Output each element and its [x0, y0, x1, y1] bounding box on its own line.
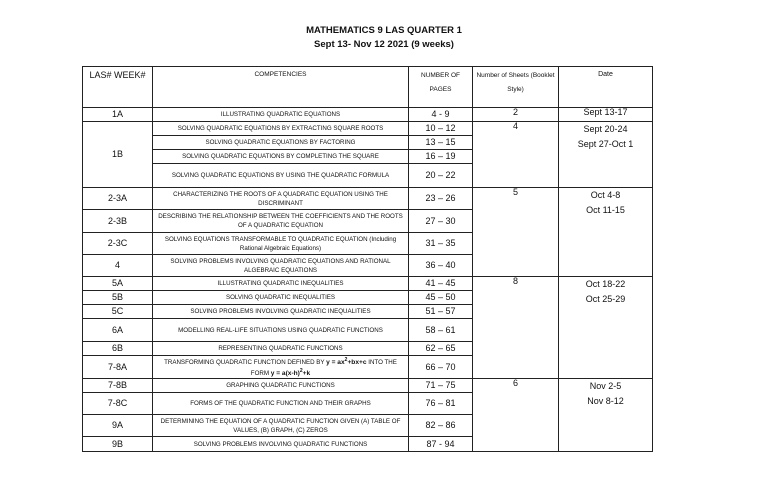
competency-cell: FORMS OF THE QUADRATIC FUNCTION AND THEIR GRAPHS	[153, 393, 409, 415]
competency-text: TRANSFORMING QUADRATIC FUNCTION DEFINED BY	[164, 359, 327, 367]
formula-standard	[326, 359, 366, 366]
competency-cell: ILLUSTRATING QUADRATIC EQUATIONS	[153, 108, 409, 122]
las-cell: 6A	[83, 319, 153, 342]
header-competencies: COMPETENCIES	[153, 67, 409, 108]
pages-cell: 82 – 86	[409, 415, 473, 437]
las-schedule-table	[82, 66, 653, 452]
date-cell	[559, 188, 653, 277]
pages-cell: 45 – 50	[409, 291, 473, 305]
las-cell: 5A	[83, 277, 153, 291]
pages-cell: 87 - 94	[409, 437, 473, 452]
pages-cell: 51 – 57	[409, 305, 473, 319]
competency-cell: GRAPHING QUADRATIC FUNCTIONS	[153, 379, 409, 393]
date-cell	[559, 379, 653, 452]
las-cell: 5C	[83, 305, 153, 319]
las-cell: 1B	[83, 122, 153, 188]
pages-cell: 4 - 9	[409, 108, 473, 122]
table-row	[83, 122, 653, 136]
date-line: Sept 20-24	[583, 124, 628, 134]
header-date: Date	[559, 67, 653, 108]
date-cell	[559, 277, 653, 379]
competency-cell: SOLVING QUADRATIC EQUATIONS BY EXTRACTING SQUARE ROOTS	[153, 122, 409, 136]
las-cell: 4	[83, 255, 153, 277]
date-line: Sept 27-Oct 1	[577, 139, 634, 149]
pages-cell: 41 – 45	[409, 277, 473, 291]
competency-cell: SOLVING QUADRATIC EQUATIONS BY USING THE QUADRATIC FORMULA	[153, 164, 409, 188]
competency-cell: DETERMINING THE EQUATION OF A QUADRATIC FUNCTION GIVEN (A) TABLE OF VALUES, (B) GRAPH, (C) ZEROS	[153, 415, 409, 437]
sheets-cell: 2	[473, 108, 559, 122]
date-line: Oct 25-29	[585, 294, 626, 304]
las-cell: 2-3C	[83, 233, 153, 255]
document-title: MATHEMATICS 9 LAS QUARTER 1	[306, 25, 462, 36]
sheets-cell: 8	[473, 277, 559, 379]
competency-text: INTO THE FORM	[250, 359, 397, 378]
competency-cell: SOLVING PROBLEMS INVOLVING QUADRATIC INEQUALITIES	[153, 305, 409, 319]
pages-cell: 76 – 81	[409, 393, 473, 415]
date-line: Oct 4-8	[590, 190, 621, 200]
pages-cell: 58 – 61	[409, 319, 473, 342]
las-cell: 9B	[83, 437, 153, 452]
date-cell	[559, 122, 653, 188]
pages-cell: 31 – 35	[409, 233, 473, 255]
las-cell: 9A	[83, 415, 153, 437]
competency-cell: MODELLING REAL-LIFE SITUATIONS USING QUADRATIC FUNCTIONS	[153, 319, 409, 342]
pages-cell: 36 – 40	[409, 255, 473, 277]
table-header-row	[83, 67, 653, 108]
pages-cell: 10 – 12	[409, 122, 473, 136]
pages-cell: 71 – 75	[409, 379, 473, 393]
pages-cell: 23 – 26	[409, 188, 473, 210]
date-cell: Sept 13-17	[559, 108, 653, 122]
table-row	[83, 277, 653, 291]
table-row	[83, 188, 653, 210]
pages-cell: 27 – 30	[409, 210, 473, 233]
pages-cell: 66 – 70	[409, 356, 473, 379]
formula-part: +bx+c	[347, 359, 367, 367]
pages-cell: 62 – 65	[409, 342, 473, 356]
competency-cell: CHARACTERIZING THE ROOTS OF A QUADRATIC EQUATION USING THE DISCRIMINANT	[153, 188, 409, 210]
formula-exponent: 2	[299, 368, 303, 375]
table-row	[83, 108, 653, 122]
formula-part: y = ax	[326, 359, 345, 367]
competency-cell: SOLVING EQUATIONS TRANSFORMABLE TO QUADRATIC EQUATION (Including Rational Algebraic Equations)	[153, 233, 409, 255]
formula-exponent: 2	[344, 357, 348, 363]
sheets-cell: 4	[473, 122, 559, 188]
pages-cell: 13 – 15	[409, 136, 473, 150]
sheets-cell: 6	[473, 379, 559, 452]
competency-cell: SOLVING QUADRATIC EQUATIONS BY COMPLETING THE SQUARE	[153, 150, 409, 164]
date-line: Oct 11-15	[586, 205, 625, 215]
document-subtitle: Sept 13- Nov 12 2021 (9 weeks)	[314, 39, 454, 50]
las-cell: 7-8B	[83, 379, 153, 393]
date-line: Oct 18-22	[585, 279, 626, 289]
header-number-of-pages: NUMBER OF PAGES	[409, 67, 473, 108]
competency-cell: REPRESENTING QUADRATIC FUNCTIONS	[153, 342, 409, 356]
competency-cell: SOLVING QUADRATIC INEQUALITIES	[153, 291, 409, 305]
las-cell: 6B	[83, 342, 153, 356]
date-line: Nov 2-5	[589, 381, 622, 392]
las-cell: 2-3B	[83, 210, 153, 233]
competency-cell: SOLVING PROBLEMS INVOLVING QUADRATIC FUNCTIONS	[153, 437, 409, 452]
sheets-cell: 5	[473, 188, 559, 277]
header-number-of-sheets: Number of Sheets (Booklet Style)	[473, 67, 559, 108]
pages-cell: 16 – 19	[409, 150, 473, 164]
las-cell: 7-8A	[83, 356, 153, 379]
las-cell: 2-3A	[83, 188, 153, 210]
competency-cell: SOLVING QUADRATIC EQUATIONS BY FACTORING	[153, 136, 409, 150]
las-cell: 7-8C	[83, 393, 153, 415]
competency-cell: DESCRIBING THE RELATIONSHIP BETWEEN THE COEFFICIENTS AND THE ROOTS OF A QUADRATIC EQUATION	[153, 210, 409, 233]
table-row	[83, 379, 653, 393]
competency-cell: SOLVING PROBLEMS INVOLVING QUADRATIC EQUATIONS AND RATIONAL ALGEBRAIC EQUATIONS	[153, 255, 409, 277]
competency-cell	[153, 356, 409, 379]
formula-part: +k	[302, 370, 311, 378]
date-line: Nov 8-12	[587, 396, 624, 407]
las-cell: 5B	[83, 291, 153, 305]
competency-cell: ILLUSTRATING QUADRATIC INEQUALITIES	[153, 277, 409, 291]
formula-vertex	[271, 370, 310, 377]
formula-part: y = a(x-h)	[270, 370, 300, 378]
header-las-week: LAS# WEEK#	[83, 67, 153, 108]
pages-cell: 20 – 22	[409, 164, 473, 188]
las-cell: 1A	[83, 108, 153, 122]
